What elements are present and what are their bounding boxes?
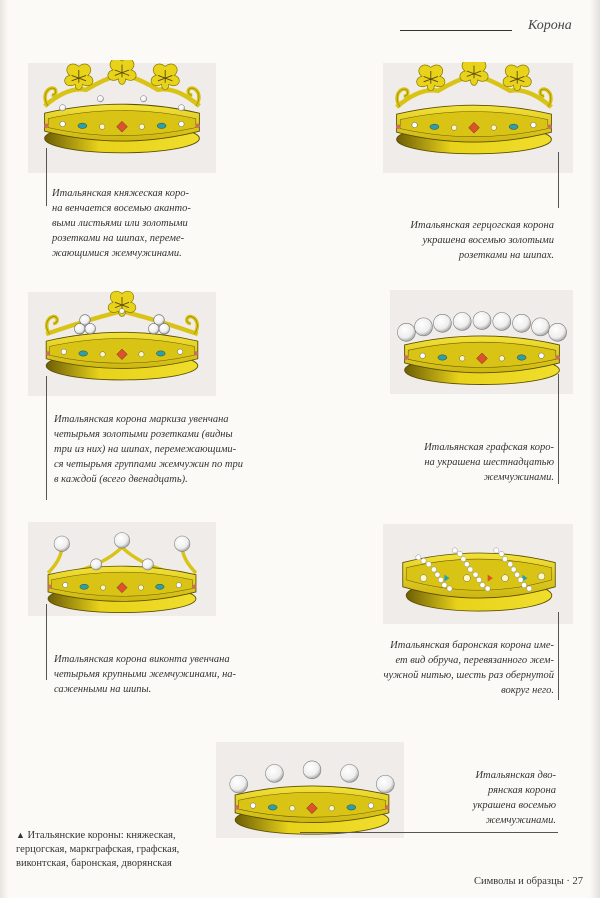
caption-rule [46, 604, 47, 680]
caption-line: четырьмя золотыми розетками (видны [54, 429, 233, 440]
caption-prince [52, 186, 232, 261]
page-footer: Символы и образцы · 27 [474, 876, 583, 887]
caption-line: саженными на шипы. [54, 684, 152, 695]
caption-line: жающимися жемчужинами. [52, 248, 182, 259]
caption-noble [430, 768, 556, 828]
figure-caption [16, 828, 179, 871]
caption-line: три из них) на шипах, перемежающими- [54, 444, 237, 455]
caption-line: в каждой (всего двенадцать). [54, 474, 188, 485]
caption-count [380, 440, 554, 485]
caption-line: Итальянская корона виконта увенчана [54, 654, 230, 665]
caption-rule [558, 374, 559, 484]
caption-line: жемчужинами. [483, 472, 554, 483]
caption-line: выми листьями или золотыми [52, 218, 188, 229]
page-gutter-shadow [0, 0, 8, 898]
caption-rule [558, 612, 559, 700]
noble-crown-illustration [222, 752, 402, 836]
duke-crown-illustration [384, 62, 564, 170]
baron-crown-illustration [392, 540, 566, 618]
caption-line: четырьмя крупными жемчужинами, на- [54, 669, 237, 680]
caption-line: на украшена шестнадцатью [424, 457, 554, 468]
caption-line: Итальянская герцогская корона [410, 220, 554, 231]
figure-caption-line: герцогская, маркграфская, графская, [16, 844, 180, 855]
caption-line: Итальянская дво- [475, 770, 556, 781]
caption-rule [300, 832, 558, 833]
caption-line: на венчается восемью аканто- [52, 203, 191, 214]
caption-line: жемчужинами. [485, 815, 556, 826]
caption-line: Итальянская корона маркиза увенчана [54, 414, 229, 425]
caption-rule [46, 148, 47, 206]
pearl-group [74, 315, 169, 334]
page-edge-shadow [590, 0, 600, 898]
caption-line: рянская корона [488, 785, 556, 796]
viscount-crown-illustration [32, 530, 212, 616]
caption-line: вокруг него. [501, 685, 554, 696]
caption-line: ся четырьмя группами жемчужин по три [54, 459, 244, 470]
prince-crown-illustration [32, 60, 212, 170]
marquis-crown-illustration [32, 290, 212, 394]
caption-line: украшена восемью [472, 800, 556, 811]
caption-baron [330, 638, 554, 698]
caption-line: украшена восемью золотыми [422, 235, 554, 246]
caption-line: ет вид обруча, перевязанного жем- [395, 655, 554, 666]
caption-rule [558, 152, 559, 208]
triangle-marker-icon: ▲ [16, 830, 25, 840]
caption-duke [360, 218, 554, 263]
caption-line: Итальянская графская коро- [424, 442, 554, 453]
caption-line: розетками на шипах, переме- [52, 233, 185, 244]
caption-line: Итальянская баронская корона име- [390, 640, 554, 651]
caption-line: Итальянская княжеская коро- [52, 188, 190, 199]
header-rule [400, 30, 512, 31]
section-title: Корона [528, 18, 572, 33]
caption-rule [46, 376, 47, 500]
figure-caption-line [16, 828, 179, 843]
caption-marquis [54, 412, 294, 487]
caption-viscount [54, 652, 294, 697]
figure-caption-line: виконтская, баронская, дворянская [16, 858, 172, 869]
caption-text: Итальянские короны: княжеская, [27, 830, 176, 841]
count-crown-illustration [392, 296, 572, 392]
caption-line: розетками на шипах. [458, 250, 554, 261]
caption-line: чужной нитью, шесть раз обернутой [383, 670, 554, 681]
